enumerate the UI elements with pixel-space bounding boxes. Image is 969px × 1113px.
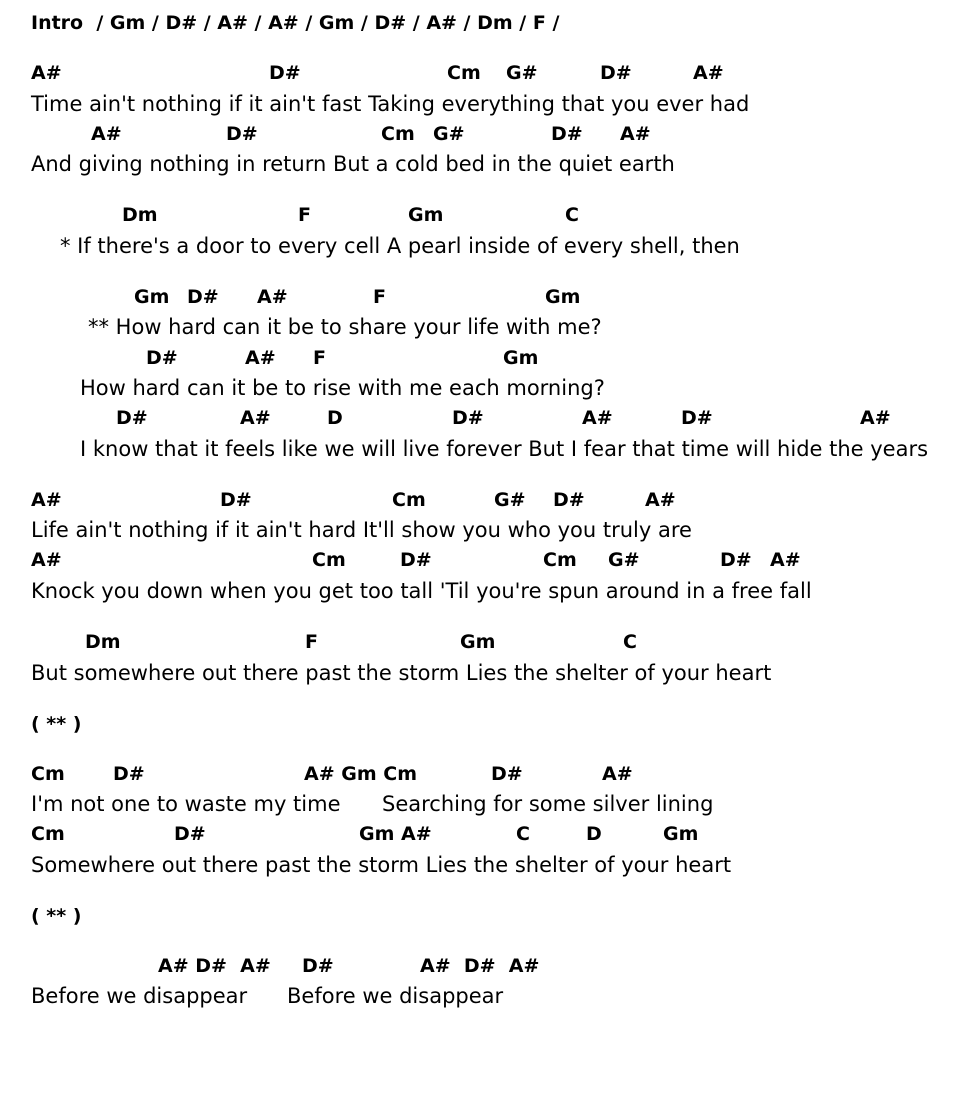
chord: D# [174,823,206,845]
lyric-line: Before we disappear [287,984,504,1008]
chord: F [373,286,386,308]
chord: F [305,631,318,653]
chord: Gm [503,347,539,369]
chord: Cm [312,549,346,571]
chord: D# [187,286,219,308]
lyric-line: * If there's a door to every cell A pearl inside of every shell, then [60,234,740,258]
chord: D# [452,407,484,429]
chord: Cm [543,549,577,571]
lyric-line: Life ain't nothing if it ain't hard It'll show you who you truly are [31,518,692,542]
lyric-line: Searching for some silver lining [382,792,714,816]
chord: A# [602,763,633,785]
chord: Gm [134,286,170,308]
chord: D# [491,763,523,785]
chord: D# [113,763,145,785]
chord: G# [506,62,538,84]
lyric-line: How hard can it be to rise with me each morning? [80,376,605,400]
chord: Cm [31,823,65,845]
chord: A# D# A# [420,955,540,977]
chord: D# [551,123,583,145]
chord: D# [146,347,178,369]
chord: A# [31,62,62,84]
chord: G# [433,123,465,145]
chord: C [516,823,530,845]
chord: A# [245,347,276,369]
chord: A# [645,489,676,511]
chord: D# [226,123,258,145]
lyric-line: And giving nothing in return But a cold bed in the quiet earth [31,152,675,176]
chord: Cm [392,489,426,511]
chord: A# D# A# [158,955,271,977]
chord: Gm [545,286,581,308]
chord: A# [31,549,62,571]
chord: A# [257,286,288,308]
chord: A# Gm Cm [304,763,417,785]
chord: F [313,347,326,369]
chord: D [586,823,602,845]
chord: D# [220,489,252,511]
chord: D# [681,407,713,429]
intro-progression: Intro / Gm / D# / A# / A# / Gm / D# / A# / Dm / F / [31,12,560,34]
lyric-line: Knock you down when you get too tall 'Til you're spun around in a free fall [31,579,812,603]
chord: A# [31,489,62,511]
chord: Gm [408,204,444,226]
chorus-repeat-marker: ( ** ) [31,905,82,927]
chord: D# [553,489,585,511]
chorus-repeat-marker: ( ** ) [31,713,82,735]
chord: Gm A# [359,823,432,845]
chord: G# [494,489,526,511]
chord: A# [860,407,891,429]
chord: D# [302,955,334,977]
chord: Cm [447,62,481,84]
lyric-line: I know that it feels like we will live forever But I fear that time will hide the years [80,437,929,461]
chord: D [327,407,343,429]
chord: A# [91,123,122,145]
chord: Dm [122,204,158,226]
chord: Cm [381,123,415,145]
chord: Dm [85,631,121,653]
lyric-line: I'm not one to waste my time [31,792,341,816]
chord: D# [720,549,752,571]
chord: F [298,204,311,226]
chord: D# [116,407,148,429]
chord: A# [240,407,271,429]
chord: Gm [663,823,699,845]
chord: Cm [31,763,65,785]
lyric-line: Time ain't nothing if it ain't fast Taking everything that you ever had [31,92,750,116]
chord: C [565,204,579,226]
lyric-line: But somewhere out there past the storm Lies the shelter of your heart [31,661,772,685]
lyric-line: Somewhere out there past the storm Lies the shelter of your heart [31,853,732,877]
chord: D# [400,549,432,571]
chord: A# [620,123,651,145]
chord: G# [608,549,640,571]
chord: Gm [460,631,496,653]
lyric-line: Before we disappear [31,984,248,1008]
chord: C [623,631,637,653]
lyric-line: ** How hard can it be to share your life with me? [88,315,602,339]
chord: D# [600,62,632,84]
chord: D# [269,62,301,84]
chord: A# [582,407,613,429]
chord: A# [770,549,801,571]
chord: A# [693,62,724,84]
